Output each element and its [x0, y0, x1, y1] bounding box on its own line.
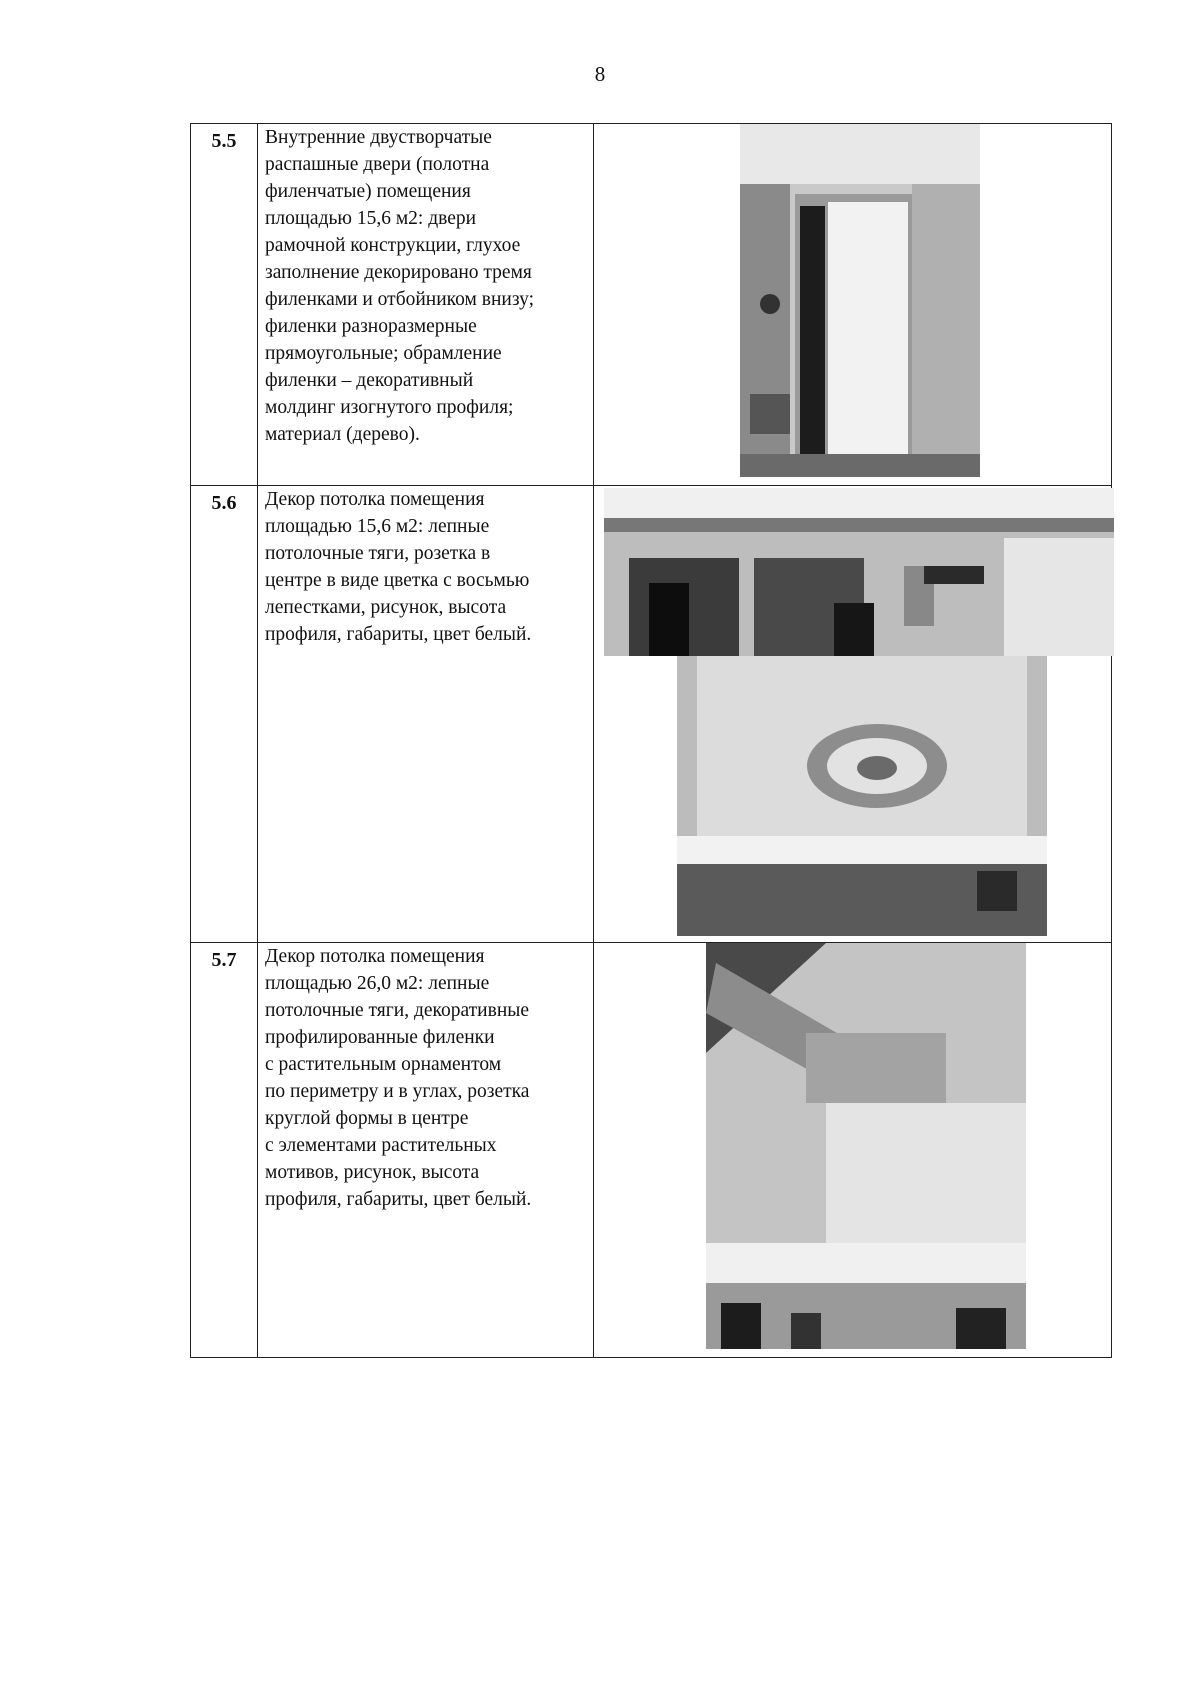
row-number: 5.6 [191, 486, 258, 943]
row-number: 5.5 [191, 124, 258, 486]
photo-cell [594, 943, 1112, 1358]
photo-cell [594, 486, 1112, 943]
items-table [190, 123, 1112, 1358]
row-description [258, 486, 594, 943]
ceiling-cornice-photo [604, 488, 1114, 656]
table-row [191, 486, 1112, 943]
photo-cell [594, 124, 1112, 486]
page-number: 8 [594, 62, 606, 86]
ceiling-ornament-photo [706, 943, 1026, 1349]
description-text: Декор потолка помещения площадью 15,6 м2: лепные потолочные тяги, розетка в центре в виде цветка с восьмью лепестками, рисунок, высота профиля, габариты, цвет белый. [265, 489, 532, 645]
row-description [258, 124, 594, 486]
row-description [258, 943, 594, 1358]
table-row [191, 124, 1112, 486]
row-number: 5.7 [191, 943, 258, 1358]
door-photo [740, 124, 980, 477]
ceiling-rosette-photo [677, 656, 1047, 936]
table-row [191, 943, 1112, 1358]
description-text: Внутренние двустворчатые распашные двери (полотна филенчатые) помещения площадью 15,6 м2: двери рамочной конструкции, глухое заполнение декорировано тремя филенками и отбойником внизу; филенки разноразмерные прямоугольные; обрамление филенки – декоративный молдинг изогнутого профиля; материал (дерево). [265, 127, 535, 445]
description-text: Декор потолка помещения площадью 26,0 м2: лепные потолочные тяги, декоративные профилированные филенки с растительным орнаментом по периметру и в углах, розетка круглой формы в центре с элементами растительных мотивов, рисунок, высота профиля, габариты, цвет белый. [265, 946, 532, 1210]
